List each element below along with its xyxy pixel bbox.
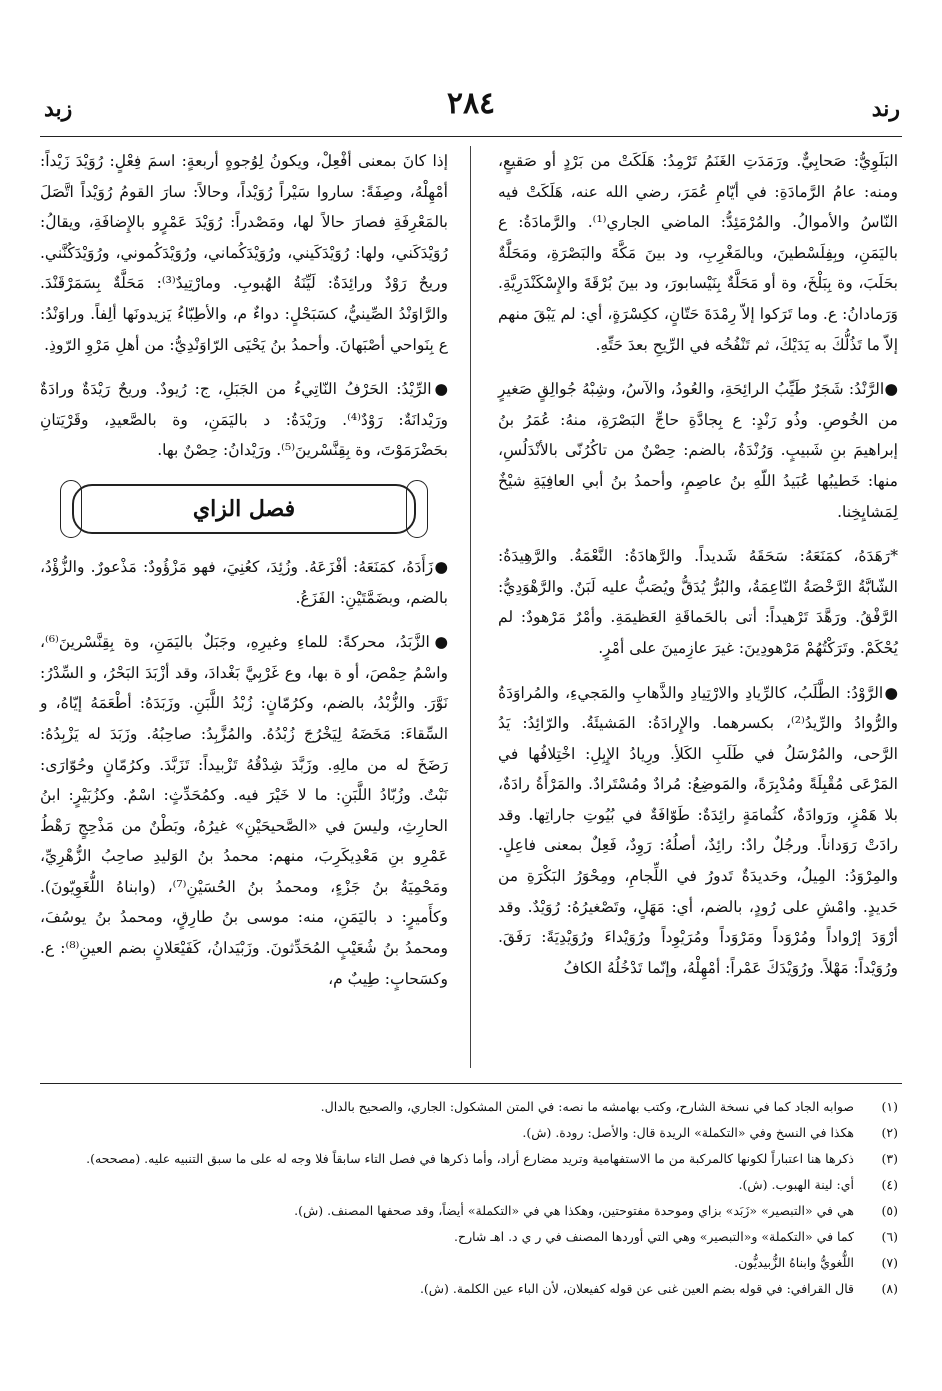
footnote: [42, 1250, 898, 1276]
section-title: فصل الزاي: [192, 495, 296, 522]
entry-paragraph: ●الرِّيْدُ: الحَرْفُ النّاتِيءُ من الجَبَلِ، ج: رُيودٌ. وريحٌ رَيْدَةٌ ورادَةٌ ورَيْدانَةٌ: رَوْدٌ⁽⁴⁾. ورَيْدَةُ: د باليَمَنِ، وة بالصَّعيدِ، وقَرْيَتانِ بحَضْرَمَوْتَ، وة بِقِنَّسْرينَ⁽⁵⁾. ورَيْدانُ: حِصْنٌ بها.: [40, 380, 448, 460]
footnote-number: (٥): [881, 1203, 898, 1218]
entry-paragraph: ●الرَّنْدُ: شَجَرٌ طَيِّبُ الرائِحَةِ، والعُودُ، والآسُ، وشِبْهُ جُوالِقٍ صَغيرٍ من الخُوصِ. وذُو رَنْدٍ: ع بِجادَّةِ حاجِّ البَصْرَةِ، منهُ: عُمَرُ بنُ إبراهيمَ بنِ شَبيبٍ. وَرُنْدَةُ، بالضم: حِصْنٌ من تاكُرُنّى بالأنْدَلُسِ، منها: خَطيبُها عُبَيدُ اللّهِ بنُ عاصِمٍ، وأحمدُ بنُ أبي العافِيَةِ شيْخٌ لِمَشايِخِنا.: [498, 380, 898, 521]
footnote-text: ذكرها هنا اعتباراً لكونها كالمركبة من ما الاستفهامية وتريد مضارع أراد، وأما ذكرها في فصل التاء سابقاً فلا وجه له على ما سبق التنبيه عليه. (مصححه).: [86, 1151, 854, 1166]
footnote-number: (٣): [881, 1151, 898, 1166]
footnote-number: (٦): [881, 1229, 898, 1244]
footnote-text: هي في «التبصير» «زَبَد» بزاي وموحدة مفتوحتين، وهكذا هي في «التكملة» أيضاً، وقد صحفها المصنف. (ش).: [294, 1203, 854, 1218]
footnote-number: (٨): [881, 1281, 898, 1296]
footnote-text: صوابه الجاد كما في نسخة الشارح، وكتب بهامشه ما نصه: في المتن المشكول: الجاري، والصحيح بالدال.: [320, 1099, 854, 1114]
footnote-rule: [40, 1083, 902, 1084]
header-rule: [40, 136, 902, 137]
footnote-number: (١): [881, 1099, 898, 1114]
footnote-text: قال القرافي: في قوله بضم العين غنى عن قوله كفيعلان، لأن الباء عين الكلمة. (ش).: [419, 1281, 854, 1296]
footnote: [42, 1276, 898, 1302]
footnote: [42, 1094, 898, 1120]
footnote-text: اللُّغويُّ وابناهُ الزُّبيديُّون.: [734, 1255, 854, 1270]
footnote-number: (٢): [881, 1125, 898, 1140]
footnote: [42, 1224, 898, 1250]
left-column: [40, 146, 448, 998]
entry-paragraph: ●زَأَدَهُ، كمَنَعَهُ: أفْزَعَهُ. وزُئِدَ، كعُنِيَ، فهو مَزْؤُودٌ: مَذْعورٌ. والزُّؤْدُ، بالضم، وبضَمَّتَيْنِ: الفَزَعُ.: [40, 557, 448, 607]
footnotes: [42, 1094, 898, 1302]
running-header-left: زبد: [44, 96, 73, 122]
footnote-text: كما في «التكملة» و«التبصير» وهي التي أوردها المصنف في ر ي د. اهـ شارح.: [454, 1229, 854, 1244]
right-column: [498, 146, 898, 987]
entry-paragraph: ●الرَّوْدُ: الطَّلَبُ، كالرِّيادِ والارْتِيادِ والذَّهابِ والمَجيءِ، والمُراوَدَةُ والرُّوادُ والرِّيدُ⁽²⁾، بكسرهما. والإِرادَةُ: المَشيئَةُ. والرّائِدُ: يَدُ الرَّحى، والمُرْسَلُ في طَلَبِ الكَلأِ. ورِيادُ الإِبِلِ: اخْتِلافُها في المَرْعَى مُقْبِلَةً ومُدْبِرَةً، والمَوضِعُ: مُرادٌ ومُسْتَرادٌ. والمَرْأَةُ رادَةٌ، بلا هَمْزٍ، ورَوادَةٌ، كثُمامَةٍ رائِدَةٌ: طَوّافَةٌ في بُيُوتِ جاراتِها. وقد رادَتْ رَوَداناً. ورجُلٌ رادٌ: رائِدٌ، أصلُهُ: رَوِدٌ، فَعِلٌ بمعنى فاعِلٍ. والمِرْوَدُ: المِيلُ، وحَديدَةٌ تَدورُ في اللِّجامِ، ومِحْوَرُ البَكْرَةِ من حَديدٍ. وامْشِ على رُودٍ، بالضم، أي: مَهَلٍ، وتَصْغيرُهُ: رُوَيْدٌ. وقد أرْوَدَ إرْواداً ومُرْوَداً ومَرْوَداً ومُرَيْوِداً ورُوَيْداءَ ورُوَيْدِيَةً: رَفَقَ. ورُوَيْداً: مَهْلاً. ورُوَيْدَكَ عَمْراً: أمْهِلْهُ، وإنّما تَدْخُلُهُ الكافُ: [498, 683, 898, 977]
footnote-text: أي: لينة الهبوب. (ش).: [738, 1177, 854, 1192]
footnote: [42, 1120, 898, 1146]
page-number: ٢٨٤: [446, 86, 496, 121]
footnote: [42, 1198, 898, 1224]
footnote-number: (٧): [881, 1255, 898, 1270]
entry-paragraph: ●الزَّبَدُ، محركةً: للماءِ وغيرِهِ، وجَبَلٌ باليَمَنِ، وة بِقِنَّسْرينَ⁽⁶⁾، واسْمُ حِمْصَ، أو ة بها، وع غَرْبِيَّ بَغْدادَ، وقد أزْبَدَ البَحْرُ، و السِّدْرُ: نَوَّرَ. والزُّبْدُ، بالضم، وكرُمّانٍ: زُبْدُ اللَّبَنِ. وزَبَدَهُ: أطْعَمَهُ إيّاهُ، و السِّقاءَ: مَخَضَهُ لِيَخْرُجَ زُبْدُهُ. والمُزَّبِدُ: صاحِبُهُ. وزَبَدَ له يَزْبِدُهُ: رَضَخَ له من مالِهِ. وزَبَّدَ شِدْقُهُ تَزْبيداً: تَزَبَّدَ. وكرُمّانٍ وحُوّارَى: نَبْتٌ. وزُبّادُ اللَّبَنِ: ما لا خَيْرَ فيه. وكمُحَدِّثٍ: اسْمٌ. وكزُبَيْرٍ: ابنُ الحارِثِ، وليسَ في «الصَّحيحَيْنِ» غيرُهُ، وبَطْنٌ من مَذْحِجٍ رَهْطُ عَمْرِو بنِ مَعْدِيكَرِبَ، منهم: محمدُ بنُ الوَليدِ صاحِبُ الزُّهْرِيِّ، ومَحْمِيَةُ بنُ جَزْءٍ، ومحمدُ بنُ الحُسَيْنِ⁽⁷⁾، (وابناهُ اللُّغَوِيّونَ). وكأَميرٍ: د باليَمَنِ، منه: موسى بنُ طارِقٍ، ومحمدُ بنُ يوسُفَ، ومحمدُ بنُ شُعَيْبٍ المُحَدِّثونَ. وزَبْيَدانُ، كَفَيْعَلانٍ بضم العينِ⁽⁸⁾: ع. وكسَحابٍ: طِيبٌ م،: [40, 633, 448, 988]
footnote: [42, 1146, 898, 1172]
running-header-right: رند: [871, 96, 900, 122]
column-divider: [470, 146, 471, 1068]
footnote-number: (٤): [881, 1177, 898, 1192]
footnote-text: هكذا في النسخ وفي «التكملة» الريدة قال: والأصل: رودة. (ش).: [522, 1125, 854, 1140]
entry-paragraph: إذا كانَ بمعنى أفْعِلْ، ويكونُ لِوُجوهٍ أربعةٍ: اسمَ فِعْلٍ: رُوَيْدَ زَيْداً: أمْهِلْهُ، وصِفَةً: ساروا سَيْراً رُوَيْداً، وحالاً: سارَ القومُ رُوَيْداً اتَّصَلَ بالمَعْرِفَةِ فصارَ حالاً لها، ومَصْدراً: رُوَيْدَ عَمْرٍو بالإِضافَةِ، ويقالُ: رُوَيْدَكَني، ولها: رُوَيْدَكَيني، ورُوَيْدَكُماني، ورُوَيْدَكُموني، ورُوَيْدَكُنَّني. وريحٌ رَوْدٌ ورائِدَةٌ: لَيِّنَةُ الهُبوبِ. ومارْتِيدٌ⁽³⁾: مَحَلَّةٌ بِسَمَرْقَنْدَ. والرَّاوَنْدُ الصِّينيُّ، كسَبَحْلٍ: دواءٌ م، والأطِبّاءُ يَزيدونَها ألِفاً. وراوَنْدُ: ع بِنَواحي أصْبَهانَ. وأحمدُ بنُ يَحْيَى الرّاوَنْدِيُّ: من أهلِ مَرْوِ الرّوذِ.: [40, 152, 449, 354]
entry-paragraph: البَلَوِيُّ: صَحابِيٌّ. ورَمَدَتِ الغَنَمُ تَرْمِدُ: هَلَكَتْ من بَرْدٍ أو صَقيعٍ، ومنه: عامُ الرَّمادَةِ: في أيّامِ عُمَرَ، رضي الله عنه، هَلَكَتْ فيه النّاسُ والأموالُ. والمُرْمَئِدُّ: الماضي الجاري⁽¹⁾. والرَّمادَةُ: ع باليَمَنِ، وبِفِلَسْطينَ، وبالمَغْرِبِ، ود بينَ مَكَّةَ والبَصْرَةِ، ومَحَلَّةٌ بحَلَبَ، وة بِبَلْخَ، وة أو مَحَلَّةٌ بِنَيْسابورَ، ود بينَ بُرْقَةَ والإِسْكَنْدَرِيَّةِ. وَرَمادانُ: ع. وما تَرَكوا إلاّ رِمْدَةَ حَتّانٍ، ككِسْرَةٍ، أي: لم يَبْقَ منهم إلاّ ما تَذُلُّكَ به يَدَيْكَ، ثم تَنْفُخُه في الرِّيحِ بعدَ حَتِّهِ.: [498, 152, 898, 354]
section-heading-box: [72, 484, 416, 534]
entry-paragraph: *رَهَدَهُ، كمَنَعَهُ: سَحَقَهُ شَديداً. والرَّهادَةُ: النَّعْمَةُ. والرَّهِيدَةُ: الشّابَّةُ الرَّخْصَةُ النّاعِمَةُ، والبُرُّ يُدَقُّ ويُصَبُّ عليه لَبَنٌ. والرَّهْوَدِيُّ: الرَّفْقُ. ورَهَّدَ تَرْهيداً: أتى بالحَماقَةِ العَظيمَةِ. وأمْرٌ مَرْهودٌ: لم يُحْكَمْ. وتَرَكْتُهُمْ مَرْهودِينَ: غيرَ عازِمينَ على أمْرٍ.: [498, 547, 898, 657]
footnote: [42, 1172, 898, 1198]
